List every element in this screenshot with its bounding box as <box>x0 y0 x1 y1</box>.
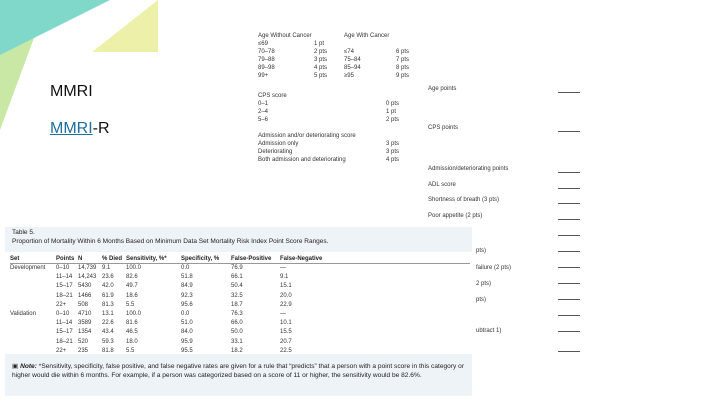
table-cell: 95.5 <box>181 347 193 354</box>
table-cell: Validation <box>10 311 36 317</box>
table-cell: 66.1 <box>231 274 243 281</box>
adm-option: Deteriorating <box>258 149 293 155</box>
cps-range: 0–1 <box>258 101 269 107</box>
table-cell: 82.6 <box>126 274 138 281</box>
form-line[interactable] <box>558 351 580 352</box>
table-cell: 5.5 <box>126 347 135 354</box>
form-sob: Shortness of breath (3 pts) <box>428 197 500 203</box>
table-cell: 42.0 <box>102 283 114 290</box>
age-without-range: 70–78 <box>258 49 275 55</box>
table-cell: 46.5 <box>126 329 138 336</box>
table-cell: 5.5 <box>126 301 135 308</box>
table-cell: 22.5 <box>280 347 292 354</box>
table-cell: 100.0 <box>126 265 142 271</box>
table-cell: — <box>280 311 286 317</box>
link-mmri[interactable]: MMRI <box>50 83 93 100</box>
age-with-points: 9 pts <box>396 73 410 79</box>
age-without-points: 5 pts <box>314 73 328 79</box>
table-caption: Proportion of Mortality Within 6 Months Based on Minimum Data Set Mortality Risk Index Point Score Ranges. <box>12 238 329 245</box>
table-cell: 11–14 <box>56 320 73 327</box>
table-cell: 1466 <box>78 292 92 299</box>
form-line[interactable] <box>558 267 580 268</box>
table-cell: 15–17 <box>56 329 73 336</box>
table-cell: 4710 <box>78 311 92 317</box>
table-cell: 84.9 <box>181 283 193 290</box>
age-without-range: 99+ <box>258 73 269 79</box>
table-cell: 59.3 <box>102 338 114 345</box>
form-partial-label: failure (2 pts) <box>476 265 512 271</box>
form-cps-points: CPS points <box>428 125 459 131</box>
age-with-points: 7 pts <box>396 57 410 63</box>
table-cell: 95.9 <box>181 338 193 345</box>
table-cell: 22+ <box>56 347 67 354</box>
age-with-points: 8 pts <box>396 65 410 71</box>
form-partial-label: ubtract 1) <box>476 328 502 334</box>
table-cell: 50.4 <box>231 283 243 290</box>
link-mmri-r-underlined[interactable]: MMRI <box>50 120 93 137</box>
table-cell: 11–14 <box>56 274 73 281</box>
note-body: *Sensitivity, specificity, false positive, and false negative rates are given for a rule that “predicts” that a person with a point score in this category or higher would die within 6 months. For example, if a person was categorized based on a score of 11 or higher, the sensitivity would be 82.6%. <box>12 363 465 379</box>
table-cell: 81.3 <box>102 301 114 308</box>
table-cell: 43.4 <box>102 329 114 336</box>
form-adm-points: Admission/deteriorating points <box>428 166 509 172</box>
table-cell: 23.6 <box>102 274 114 281</box>
adm-option: Admission only <box>258 141 299 147</box>
form-line[interactable] <box>558 188 580 189</box>
table-cell: 0–10 <box>56 265 70 271</box>
table-cell: 14,243 <box>78 274 97 281</box>
table-column-header: % Died <box>102 256 123 262</box>
table-cell: 81.8 <box>102 347 114 354</box>
table-cell: 22.9 <box>280 301 292 308</box>
adm-points: 3 pts <box>386 149 400 155</box>
form-line[interactable] <box>558 331 580 332</box>
adm-header: Admission and/or deteriorating score <box>258 133 356 139</box>
form-line[interactable] <box>558 131 580 132</box>
table-cell: 51.0 <box>181 320 193 327</box>
age-without-points: 3 pts <box>314 57 328 63</box>
decor-triangle-yellow <box>92 0 158 52</box>
table-column-header: False-Positive <box>231 256 272 262</box>
table-cell: 76.3 <box>231 311 243 317</box>
adm-option: Both admission and deteriorating <box>258 157 346 163</box>
form-line[interactable] <box>558 251 580 252</box>
adm-points: 3 pts <box>386 141 400 147</box>
form-line[interactable] <box>558 315 580 316</box>
table-cell: 20.7 <box>280 338 292 345</box>
table-cell: 9.1 <box>102 265 111 271</box>
table-cell: 235 <box>78 347 89 354</box>
table-cell: 18.6 <box>126 292 138 299</box>
age-without-range: ≤69 <box>258 41 268 47</box>
table-cell: 18.7 <box>231 301 243 308</box>
cps-points: 2 pts <box>386 117 400 123</box>
age-with-range: ≤74 <box>344 49 354 55</box>
table-cell: 22.6 <box>102 320 114 327</box>
table-header-rule <box>10 263 470 264</box>
table-column-header: Points <box>56 256 75 262</box>
table-cell: 13.1 <box>102 311 114 317</box>
age-without-header: Age Without Cancer <box>258 33 312 39</box>
form-line[interactable] <box>558 235 580 236</box>
table-cell: 15.1 <box>280 283 292 290</box>
table-cell: 100.0 <box>126 311 142 317</box>
table-cell: 92.3 <box>181 292 193 299</box>
table-cell: 49.7 <box>126 283 138 290</box>
cps-range: 2–4 <box>258 109 269 115</box>
table-title: Table 5. <box>12 229 35 236</box>
form-line[interactable] <box>558 172 580 173</box>
table-cell: Development <box>10 265 46 271</box>
table-cell: 18–21 <box>56 292 73 299</box>
cps-range: 5–6 <box>258 117 269 123</box>
table-cell: 95.6 <box>181 301 193 308</box>
age-with-range: 75–84 <box>344 57 361 63</box>
table-cell: 0.0 <box>181 265 190 271</box>
table-cell: 51.8 <box>181 274 193 281</box>
cps-points: 1 pt <box>386 109 397 115</box>
age-with-range: ≥95 <box>344 73 354 79</box>
table-cell: — <box>280 265 286 271</box>
adm-points: 4 pts <box>386 157 400 163</box>
form-adl: ADL score <box>428 182 456 188</box>
form-line[interactable] <box>558 219 580 220</box>
age-without-points: 4 pts <box>314 65 328 71</box>
age-without-range: 89–98 <box>258 65 275 71</box>
table-cell: 18.2 <box>231 347 243 354</box>
table-cell: 0.0 <box>181 311 190 317</box>
table-cell: 84.0 <box>181 329 193 336</box>
age-without-points: 1 pt <box>314 41 325 47</box>
table-cell: 22+ <box>56 301 67 308</box>
link-mmri-r-suffix: -R <box>92 120 110 137</box>
table-note <box>12 362 467 380</box>
table-cell: 61.9 <box>102 292 114 299</box>
table-cell: 10.1 <box>280 320 292 327</box>
table-column-header: Set <box>10 256 20 262</box>
table-column-header: N <box>78 256 83 262</box>
table-cell: 14,739 <box>78 265 97 271</box>
form-line[interactable] <box>558 283 580 284</box>
form-partial-label: pts) <box>476 297 487 303</box>
table-cell: 50.0 <box>231 329 243 336</box>
table-cell: 81.6 <box>126 320 138 327</box>
table-cell: 0–10 <box>56 311 70 317</box>
table-cell: 32.5 <box>231 292 243 299</box>
link-mmri-r[interactable] <box>50 120 110 138</box>
form-line[interactable] <box>558 299 580 300</box>
table-cell: 15.5 <box>280 329 292 336</box>
form-age-points: Age points <box>428 86 457 92</box>
age-without-points: 2 pts <box>314 49 328 55</box>
form-line[interactable] <box>558 203 580 204</box>
table-cell: 20.0 <box>280 292 292 299</box>
table-cell: 76.9 <box>231 265 243 271</box>
table-cell: 9.1 <box>280 274 289 281</box>
table-cell: 1354 <box>78 329 92 336</box>
table-cell: 520 <box>78 338 89 345</box>
age-with-header: Age With Cancer <box>344 33 390 39</box>
form-partial-label: 2 pts) <box>476 281 492 287</box>
table-column-header: Specificity, % <box>181 256 220 262</box>
table-cell: 18–21 <box>56 338 73 345</box>
note-label: Note: <box>20 363 37 370</box>
table-cell: 18.0 <box>126 338 138 345</box>
table-cell: 66.0 <box>231 320 243 327</box>
table-column-header: Sensitivity, %* <box>126 256 167 262</box>
age-without-range: 79–88 <box>258 57 275 63</box>
table-column-header: False-Negative <box>280 256 323 262</box>
note-icon: ▣ <box>12 363 21 370</box>
table-cell: 3589 <box>78 320 92 327</box>
form-partial-label: pts) <box>476 248 487 254</box>
age-with-points: 6 pts <box>396 49 410 55</box>
table-cell: 5430 <box>78 283 92 290</box>
cps-header: CPS score <box>258 93 287 99</box>
form-appetite: Poor appetite (2 pts) <box>428 213 483 219</box>
age-with-range: 85–94 <box>344 65 361 71</box>
table-cell: 15–17 <box>56 283 73 290</box>
form-line[interactable] <box>558 92 580 93</box>
cps-points: 0 pts <box>386 101 400 107</box>
table-cell: 33.1 <box>231 338 243 345</box>
table-cell: 508 <box>78 301 89 308</box>
